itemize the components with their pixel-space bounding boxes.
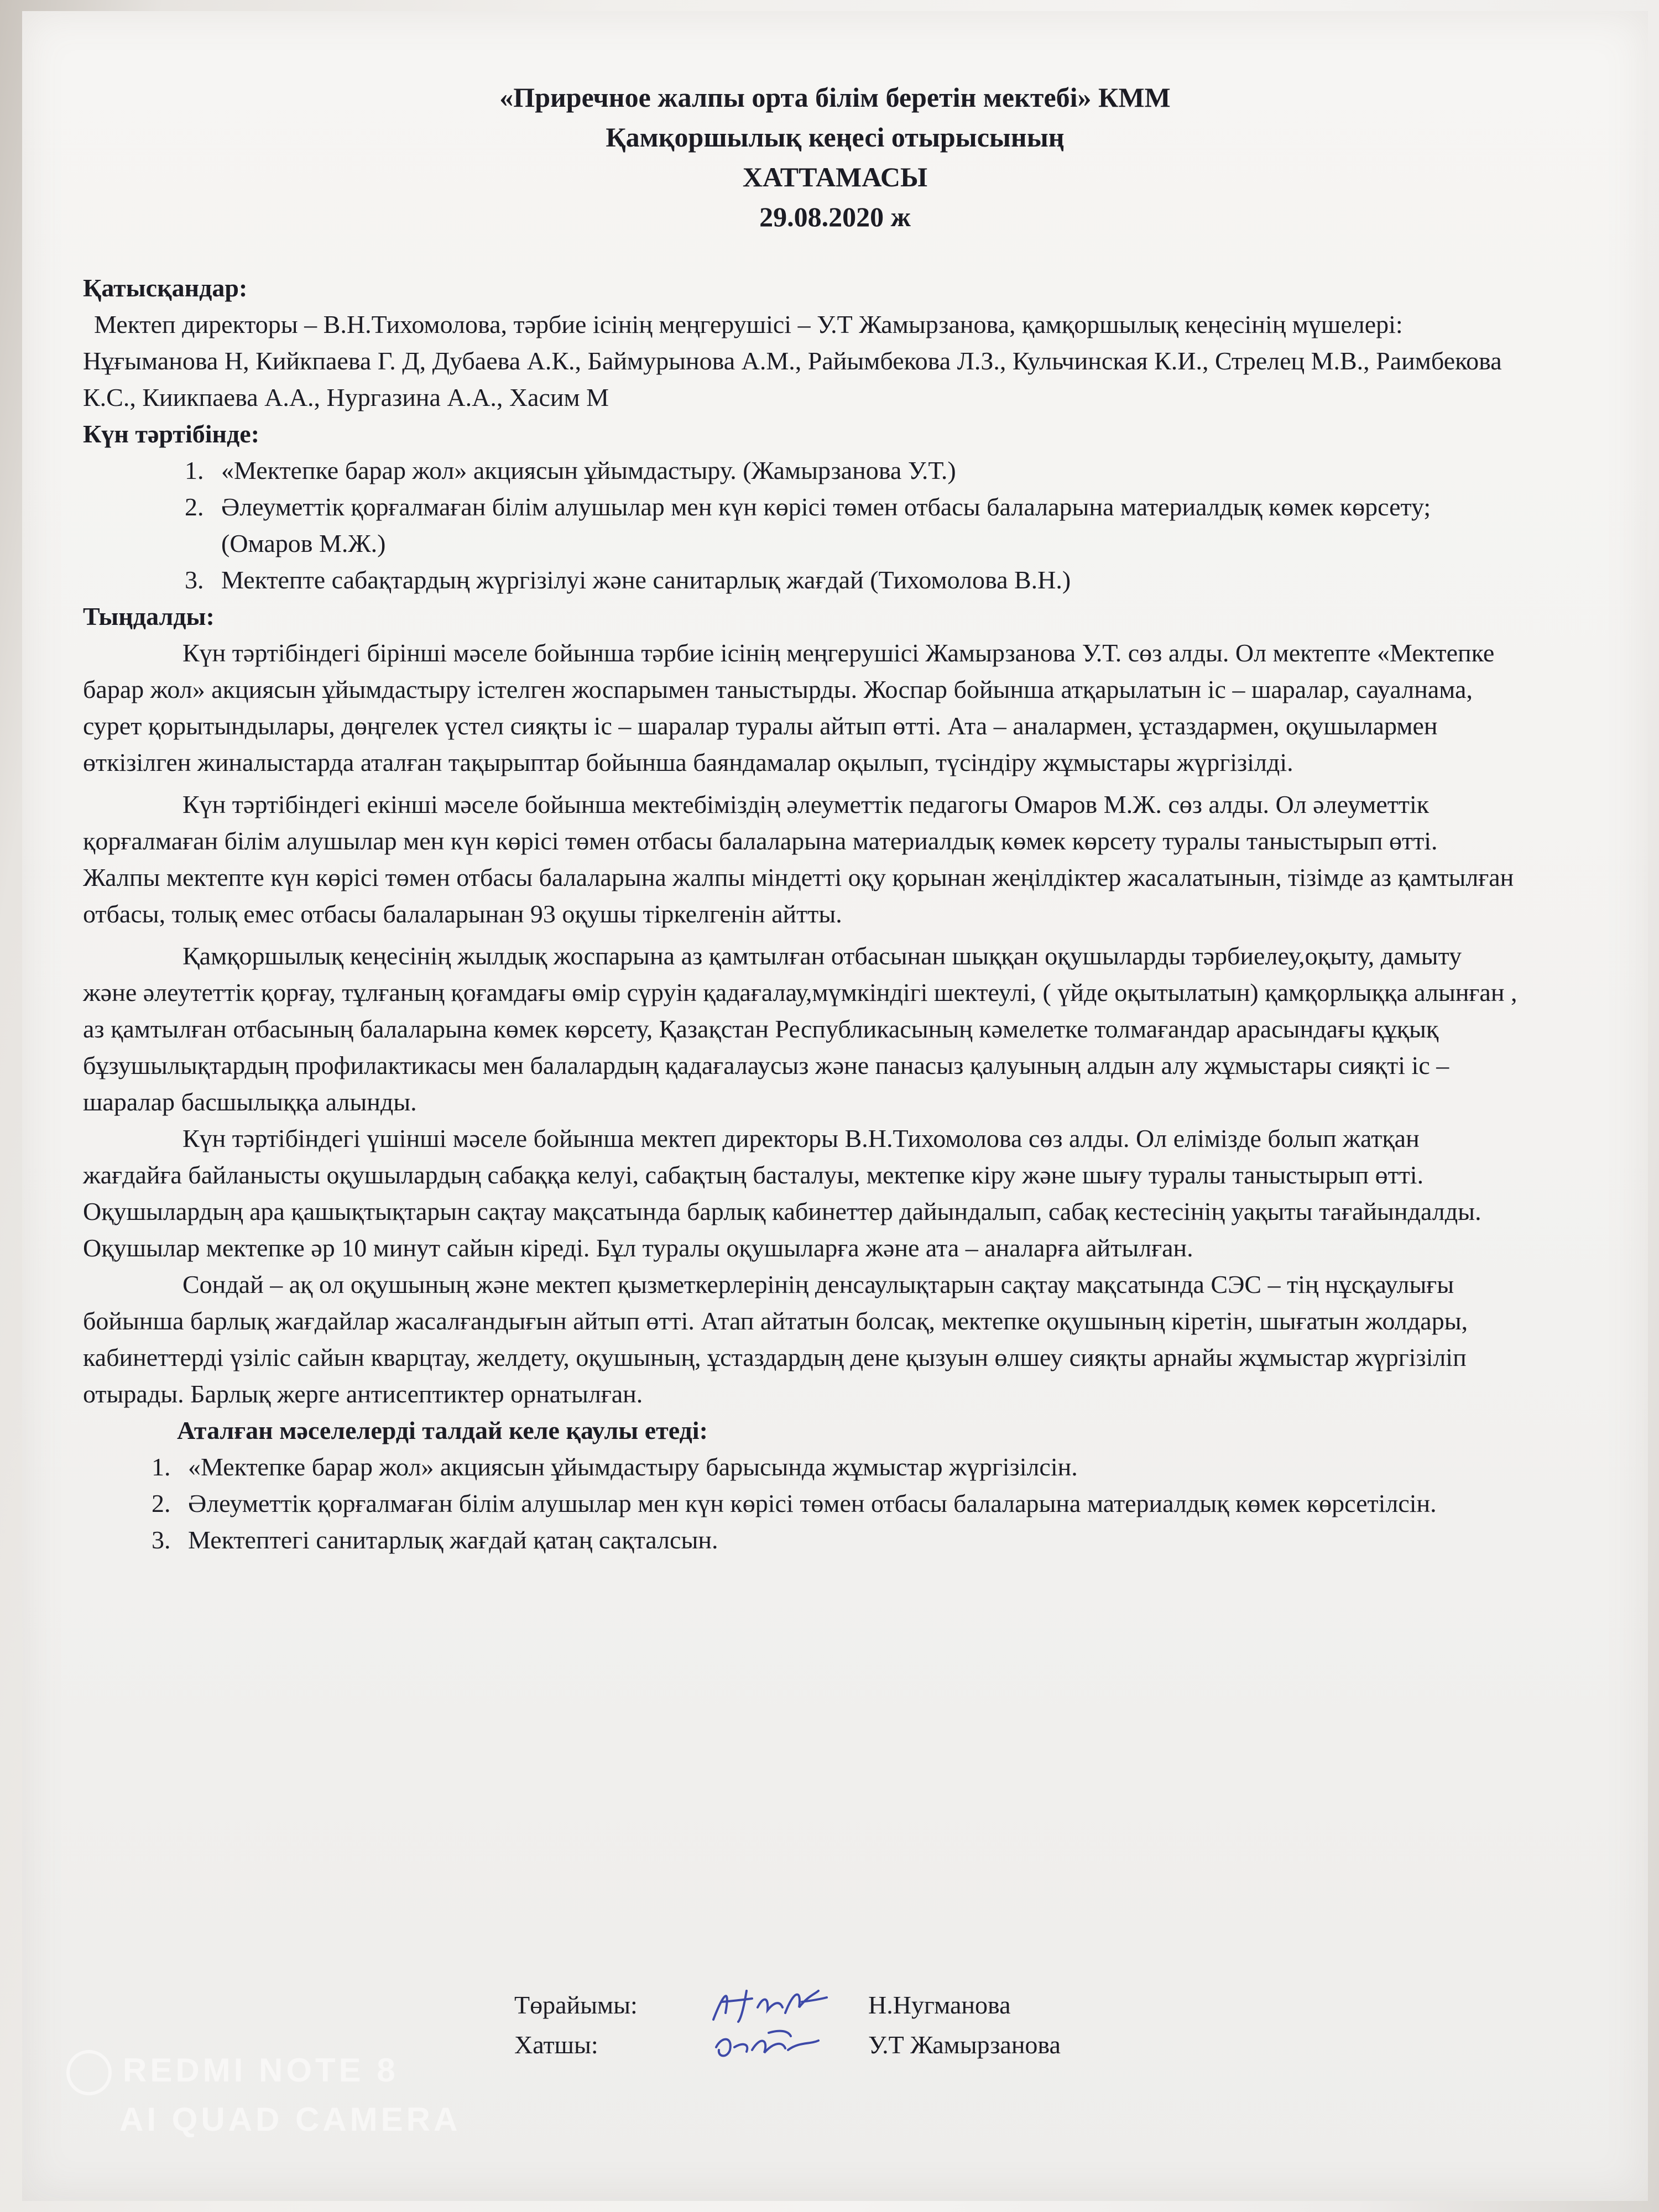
agenda-item: 1. «Мектепке барар жол» акциясын ұйымдастыру. (Жамырзанова У.Т.) [210, 452, 1521, 489]
secretary-label: Хатшы: [514, 2031, 598, 2059]
agenda-list [83, 452, 1521, 598]
agenda-item: 3. Мектепте сабақтардың жүргізілуі және санитарлық жағдай (Тихомолова В.Н.) [210, 562, 1521, 598]
header-org: «Приречное жалпы орта білім беретін мектебі» КММ [499, 82, 1171, 113]
chair-signature-mark [691, 1985, 868, 2025]
agenda-heading: Күн тәртібінде: [83, 420, 260, 448]
heard-paragraph: Сондай – ақ ол оқушының және мектеп қызметкерлерінің денсаулықтарын сақтау мақсатында СЭС – тің нұсқаулығы бойынша барлық жағдайлар жасалғандығын айтып өтті. Атап айтатын болсақ, мектепке оқушының кіретін, шығатын жолдары, кабинеттерді үзіліс сайын кварцтау, желдету, оқушының, ұстаздардың дене қызуын өлшеу сияқты арнайы жұмыстар жүргізіліп отырады. Барлық жерге антисептиктер орнатылған. [83, 1270, 1468, 1408]
heard-paragraph: Күн тәртібіндегі үшінші мәселе бойынша мектеп директоры В.Н.Тихомолова сөз алды. Ол елімізде болып жатқан жағдайға байланысты оқушылардың сабаққа келуі, сабақтың басталуы, мектепке кіру және шығу туралы таныстырып өтті. Оқушылардың ара қашықтықтарын сақтау мақсатында барлық кабинеттер дайындалып, сабақ кестесінің уақыты тағайындалды. Оқушылар мектепке әр 10 минут сайын кіреді. Бұл туралы оқушыларға және ата – аналарға айтылған. [83, 1124, 1481, 1262]
secretary-name: У.Т Жамырзанова [868, 2031, 1061, 2059]
decision-list [83, 1449, 1521, 1558]
watermark-line1: REDMI NOTE 8 [66, 2046, 461, 2095]
decision-item: 3. Мектептегі санитарлық жағдай қатаң сақталсын. [177, 1522, 1521, 1558]
chair-name: Н.Нугманова [868, 1991, 1011, 2019]
secretary-signature-row [514, 2025, 1178, 2065]
decision-heading: Аталған мәселелерді талдай келе қаулы етеді: [177, 1416, 708, 1444]
signature-block [514, 1985, 1178, 2065]
chair-signature-row [514, 1985, 1178, 2025]
secretary-signature-mark [691, 2025, 868, 2065]
heard-paragraph: Қамқоршылық кеңесінің жылдық жоспарына аз қамтылған отбасынан шыққан оқушыларды тәрбиелеу,оқыту, дамыту және әлеутеттік қорғау, тұлғаның қоғамдағы өмір сүруін қадағалау,мүмкіндігі шектеулі, ( үйде оқытылатын) қамқорлыққа алынған , аз қамтылған отбасының балаларына көмек көрсету, Қазақстан Республикасының кәмелетке толмағандар арасындағы құқық бұзушылықтардың профилактикасы мен балалардың қадағалаусыз және панасыз қалуының алдын алу жұмыстары сияқті іс – шаралар басшылыққа алынды. [83, 942, 1517, 1116]
header-council: Қамқоршылық кеңесі отырысының [606, 122, 1065, 153]
header-title: ХАТТАМАСЫ [742, 161, 928, 192]
heard-heading: Тыңдалды: [83, 602, 215, 630]
document [83, 77, 1521, 1558]
decision-section [83, 1412, 1521, 1558]
watermark-line2: AI QUAD CAMERA [119, 2101, 461, 2138]
participants-text: Мектеп директоры – В.Н.Тихомолова, тәрбие ісінің меңгерушісі – У.Т Жамырзанова, қамқоршылық кеңесінің мүшелері: Нұғыманова Н, Кийкпаева Г. Д, Дубаева А.К., Баймурынова А.М., Райымбекова Л.З., Кульчинская К.И., Стрелец М.В., Раимбекова К.С., Киикпаева А.А., Нургазина А.А., Хасим М [83, 310, 1502, 411]
camera-lens-icon [66, 2050, 112, 2095]
participants-heading: Қатысқандар: [83, 274, 248, 302]
document-header [149, 77, 1521, 237]
decision-item: 2. Әлеуметтік қорғалмаған білім алушылар мен күн көрісі төмен отбасы балаларына материалдық көмек көрсетілсін. [177, 1485, 1521, 1522]
heard-paragraph: Күн тәртібіндегі бірінші мәселе бойынша тәрбие ісінің меңгерушісі Жамырзанова У.Т. сөз алды. Ол мектепте «Мектепке барар жол» акциясын ұйымдастыру істелген жоспарымен таныстырды. Жоспар бойынша атқарылатын іс – шаралар, сауалнама, сурет қорытындылары, дөңгелек үстел сияқты іс – шаралар туралы айтып өтті. Ата – аналармен, ұстаздармен, оқушылармен өткізілген жиналыстарда аталған тақырыптар бойынша баяндамалар оқылып, түсіндіру жұмыстары жүргізілді. [83, 639, 1495, 776]
header-date: 29.08.2020 ж [759, 201, 911, 232]
heard-paragraph: Күн тәртібіндегі екінші мәселе бойынша мектебіміздің әлеуметтік педагогы Омаров М.Ж. сөз алды. Ол әлеуметтік қорғалмаған білім алушылар мен күн көрісі төмен отбасы балаларына материалдық көмек көрсету туралы таныстырып өтті. Жалпы мектепте күн көрісі төмен отбасы балаларына жалпы міндетті оқу қорынан жеңілдіктер жасалатынын, тізімде аз қамтылған отбасы, толық емес отбасы балаларынан 93 оқушы тіркелгенін айтты. [83, 790, 1514, 928]
agenda-item: 2. Әлеуметтік қорғалмаған білім алушылар мен күн көрісі төмен отбасы балаларына материалдық көмек көрсету; (Омаров М.Ж.) [210, 489, 1521, 562]
decision-item: 1. «Мектепке барар жол» акциясын ұйымдастыру барысында жұмыстар жүргізілсін. [177, 1449, 1521, 1485]
chair-label: Төрайымы: [514, 1991, 638, 2019]
camera-watermark [66, 2046, 461, 2144]
